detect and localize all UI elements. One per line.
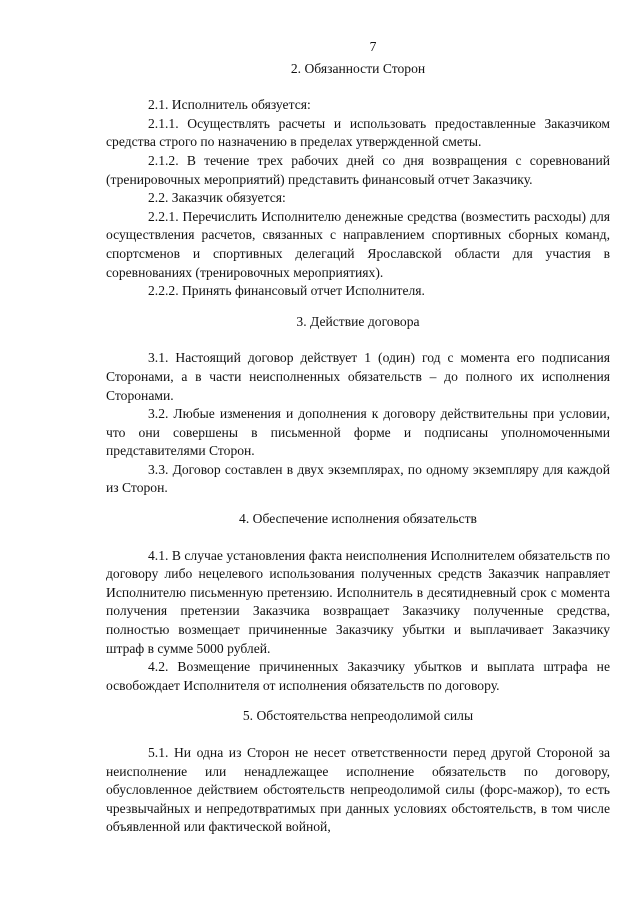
paragraph: 2.1.1. Осуществлять расчеты и использовать предоставленные Заказчиком средства строго по назначению в пределах утвержденной сметы. — [106, 115, 610, 150]
paragraph: 4.2. Возмещение причиненных Заказчику убытков и выплата штрафа не освобождает Исполнителя от исполнения обязательств по договору. — [106, 659, 610, 693]
document-body — [106, 60, 610, 837]
paragraph: 3.2. Любые изменения и дополнения к договору действительны при условии, что они совершены в письменной форме и подписаны уполномоченными представителями Сторон. — [106, 406, 610, 459]
paragraph: 2.1.2. В течение трех рабочих дней со дня возвращения с соревнований (тренировочных мероприятий) представить финансовый отчет Заказчику. — [106, 152, 610, 187]
section-heading: 3. Действие договора — [296, 313, 420, 329]
section — [106, 60, 610, 301]
section-heading: 4. Обеспечение исполнения обязательств — [239, 511, 477, 527]
paragraph: 5.1. Ни одна из Сторон не несет ответственности перед другой Стороной за неисполнение или ненадлежащее исполнение обязательств по договору, обусловленное действием обстоятельств непреодолимой силы (форс-мажор), то есть чрезвычайных и непредотвратимых при данных условиях обстоятельств, в том числе объявленной или фактической войной, — [106, 745, 610, 835]
paragraph: 3.1. Настоящий договор действует 1 (один) год с момента его подписания Сторонами, а в части неисполненных обязательств – до полного их исполнения Сторонами. — [106, 350, 610, 403]
paragraph: 2.2.1. Перечислить Исполнителю денежные средства (возместить расходы) для осуществления расчетов, связанных с направлением спортивных сборных команд, спортсменов и спортивных делегаций Ярославской области для участия в соревнованиях (тренировочных мероприятиях). — [106, 208, 610, 280]
section-heading: 5. Обстоятельства непреодолимой силы — [242, 708, 474, 724]
paragraph: 2.2. Заказчик обязуется: — [148, 190, 286, 206]
paragraph: 2.1. Исполнитель обязуется: — [148, 97, 311, 113]
section — [106, 707, 610, 837]
section-heading: 2. Обязанности Сторон — [290, 60, 426, 76]
section — [106, 313, 610, 498]
page-number: 7 — [369, 39, 377, 54]
paragraph: 4.1. В случае установления факта неисполнения Исполнителем обязательств по договору либо нецелевого использования полученных средств Заказчик направляет Исполнителю письменную претензию. Исполнитель в десятидневный срок с момента получения претензии Заказчика возвращает Заказчику полученные средства, полностью возмещает причиненные Заказчику убытки и выплачивает Заказчику штраф в сумме 5000 рублей. — [106, 547, 610, 656]
section — [106, 510, 610, 695]
paragraph: 2.2.2. Принять финансовый отчет Исполнителя. — [148, 283, 425, 299]
paragraph: 3.3. Договор составлен в двух экземплярах, по одному экземпляру для каждой из Сторон. — [106, 461, 610, 496]
